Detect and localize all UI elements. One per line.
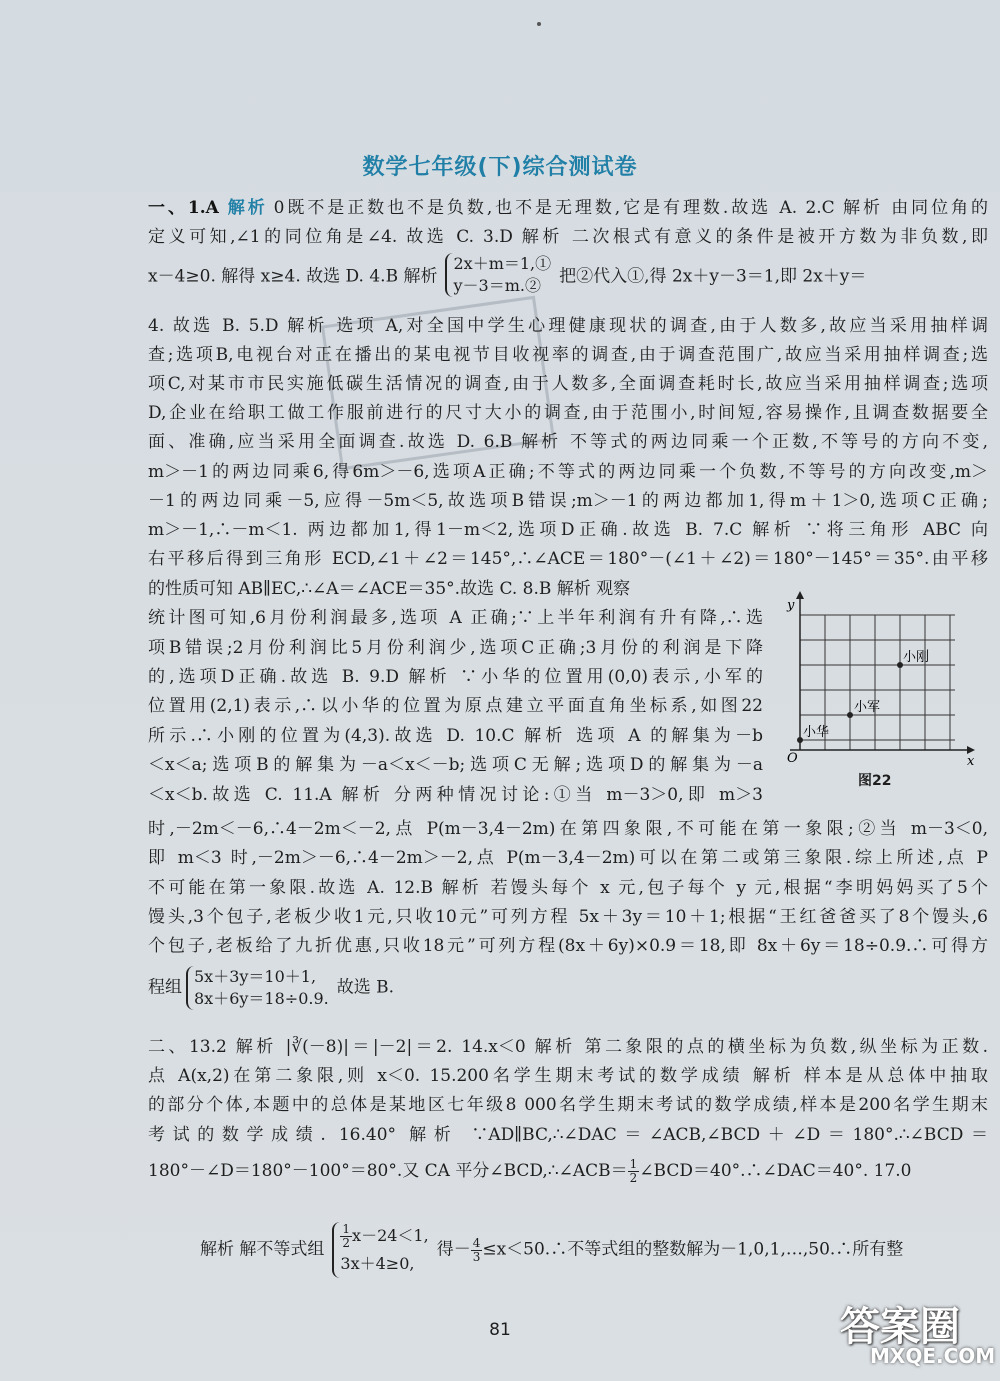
line-text: ＜x＜b.故选 C. 11.A 解析 分两种情况讨论:①当 m－3＞0,即 m＞3: [148, 785, 763, 805]
label-xiaohua: 小华: [803, 725, 830, 740]
line-text: 考试的数学成绩. 16.40° 解析 ∵AD∥BC,∴∠DAC＝∠ACB,∠BCD＋∠D＝180°.∴∠BCD＝: [148, 1125, 988, 1145]
line-text: 解析 解不等式组: [200, 1239, 325, 1260]
page-title: 数学七年级(下)综合测试卷: [362, 155, 638, 180]
fraction-four-thirds: $\frac{4}{3}$: [472, 1235, 481, 1264]
line-text: ≤x＜50.∴不等式组的整数解为－1,0,1,…,50.∴所有整: [482, 1239, 904, 1260]
line-text: 项B错误;2月份利润比5月份利润少,选项C正确;3月份的利润是下降: [148, 638, 763, 658]
text-line: [148, 401, 988, 425]
equation-row: 5x＋3y＝10＋1,: [194, 967, 317, 986]
text-line: [148, 636, 763, 660]
line-text: 的部分个体,本题中的总体是某地区七年级8 000名学生期末考试的数学成绩,样本是200名学生期末: [148, 1095, 988, 1115]
text-line: [148, 905, 988, 929]
analysis-label: 解析: [224, 198, 268, 218]
line-text: 右平移后得到三角形 ECD,∠1＋∠2＝145°,∴∠ACE＝180°－(∠1＋∠2)＝180°－145°＝35°.由平移: [148, 549, 988, 569]
text-line: [148, 314, 988, 338]
line-text: 得－: [436, 1239, 471, 1260]
line-text: －1的两边同乘－5,应得－5m＜5,故选项B错误;m＞－1的两边都加1,得m＋1＞0,选项C正确;: [148, 491, 988, 511]
text-line: [148, 846, 988, 870]
ink-dot: [537, 22, 541, 26]
text-line: [148, 934, 988, 958]
line-text: 馒头,3个包子,老板少收1元,只收10元”可列方程 5x＋3y＝10＋1;根据“王红爸爸买了8个馒头,6: [148, 907, 988, 927]
text-line: [148, 876, 988, 900]
equation-row: 2x＋m＝1,①: [453, 254, 552, 273]
line-text: D,企业在给职工做工作服前进行的尺寸大小的调查,由于范围小,时间短,容易操作,且调查数据要全: [148, 403, 988, 423]
line-text: 定义可知,∠1的同位角是∠4. 故选 C. 3.D 解析 二次根式有意义的条件是被开方数为非负数,即: [148, 227, 988, 247]
text-line: [148, 577, 630, 601]
line-text: 的,选项D正确.故选 B. 9.D 解析 ∵小华的位置用(0,0)表示,小军的: [148, 667, 763, 687]
line-text: 180°－∠D＝180°－100°＝80°.又 CA 平分∠BCD,∴∠ACB＝: [148, 1161, 628, 1181]
line-text: x－4≥0. 解得 x≥4. 故选 D. 4.B 解析: [148, 266, 438, 287]
line-text: m＞－1的两边同乘6,得6m＞－6,选项A正确;不等式的两边同乘一个负数,不等号的方向改变,m＞: [148, 462, 988, 482]
line-text: 即 m＜3 时,－2m＞－6,∴4－2m＞－2,点 P(m－3,4－2m)可以在第二或第三象限.综上所述,点 P: [148, 848, 988, 868]
line-text: 的性质可知 AB∥EC,∴∠A＝∠ACE＝35°.故选 C. 8.B 解析 观察: [148, 579, 631, 599]
watermark-logo: 答案圈 MXQE.COM: [840, 1304, 996, 1368]
item-number: 一、1.A: [148, 198, 219, 218]
text-line: [148, 665, 763, 689]
label-xiaogang: 小刚: [903, 650, 930, 665]
text-line: [148, 817, 988, 841]
origin-label: O: [787, 751, 798, 766]
line-text: 时,－2m＜－6,∴4－2m＜－2,点 P(m－3,4－2m)在第四象限,不可能在第一象限;②当 m－3＜0,: [148, 819, 988, 839]
text-line: [148, 606, 763, 630]
line-text: 程组: [148, 977, 182, 998]
line-text: ＜x＜a;选项B的解集为－a＜x＜－b;选项C无解;选项D的解集为－a: [148, 755, 763, 775]
line-text: 位置用(2,1)表示,∴以小华的位置为原点建立平面直角坐标系,如图22: [148, 696, 763, 716]
x-axis-arrow: [967, 746, 975, 754]
line-text: 统计图可知,6月份利润最多,选项 A 正确;∵上半年利润有升有降,∴选: [148, 608, 763, 628]
line-text: 0既不是正数也不是负数,也不是无理数,它是有理数.故选 A. 2.C 解析 由同位角的: [273, 198, 989, 218]
text-line: [148, 430, 988, 454]
y-axis-label: y: [787, 598, 795, 613]
equation-row: 8x＋6y＝18÷0.9.: [194, 989, 329, 1008]
line-text: 项C,对某市市民实施低碳生活情况的调查,由于人数多,全面调查耗时长,故应当采用抽样调查;选项: [148, 374, 988, 394]
point-xiaojun: [847, 712, 853, 718]
equation-system-4: [445, 253, 551, 297]
y-axis-arrow: [796, 591, 804, 599]
text-line: [148, 547, 988, 571]
figure-caption: 图22: [858, 773, 892, 789]
text-line: [148, 966, 394, 1010]
text-line: [148, 753, 763, 777]
text-line: [148, 1035, 988, 1059]
text-line: [148, 1093, 988, 1117]
line-text: 所示.∴小刚的位置为(4,3).故选 D. 10.C 解析 选项 A 的解集为－b: [148, 726, 763, 746]
page-number: 81: [489, 1320, 511, 1340]
equation-system-12: [186, 966, 329, 1010]
line-text: 二、13.2 解析 |∛(－8)|＝|－2|＝2. 14.x＜0 解析 第二象限的点的横坐标为负数,纵坐标为正数.: [148, 1037, 988, 1057]
line-text: 查;选项B,电视台对正在播出的某电视节目收视率的调查,由于调查范围广,故应当采用抽样调查;选: [148, 345, 988, 365]
line-text: 面、准确,应当采用全面调查.故选 D. 6.B 解析 不等式的两边同乘一个正数,不等号的方向不变,: [148, 432, 988, 452]
inequality-system-17: $\frac{1}{2}$ x－24＜1, 3x＋4≥0,: [332, 1222, 428, 1278]
label-xiaojun: 小军: [854, 700, 881, 715]
fraction-half: $\frac{1}{2}$: [629, 1157, 638, 1185]
line-text: 4. 故选 B. 5.D 解析 选项 A,对全国中学生心理健康现状的调查,由于人数多,故应当采用抽样调: [148, 316, 988, 336]
line-text: ∠BCD＝40°.∴∠DAC＝40°. 17.0: [639, 1161, 912, 1181]
x-axis-label: x: [967, 754, 975, 769]
text-line: [148, 783, 763, 807]
line-text: 点 A(x,2)在第二象限,则 x＜0. 15.200名学生期末考试的数学成绩 解析 样本是从总体中抽取: [148, 1066, 988, 1086]
text-line: [200, 1222, 903, 1278]
line-text: m＞－1,∴－m＜1. 两边都加1,得1－m＜2,选项D正确.故选 B. 7.C 解析 ∵将三角形 ABC 向: [148, 520, 988, 540]
line-text: 把②代入①,得 2x＋y－3＝1,即 2x＋y＝: [559, 266, 867, 287]
text-line: [148, 196, 988, 220]
text-line: [148, 343, 988, 367]
coordinate-grid-figure: [775, 585, 985, 800]
text-line: [148, 694, 763, 718]
text-line: [148, 372, 988, 396]
line-text: 故选 B.: [336, 977, 395, 998]
text-line: [148, 1123, 988, 1147]
text-line: [148, 225, 988, 249]
text-line: [148, 1064, 988, 1088]
line-text: 个包子,老板给了九折优惠,只收18元”可列方程(8x＋6y)×0.9＝18,即 8x＋6y＝18÷0.9.∴可得方: [148, 936, 988, 956]
text-line: [148, 518, 988, 542]
text-line: [148, 724, 763, 748]
text-line: [148, 255, 866, 299]
text-line: [148, 460, 988, 484]
text-line: [148, 489, 988, 513]
line-text: 不可能在第一象限.故选 A. 12.B 解析 若馒头每个 x 元,包子每个 y 元,根据“李明妈妈买了5个: [148, 878, 988, 898]
text-line: [148, 1158, 912, 1185]
equation-row: y－3＝m.②: [453, 276, 541, 295]
